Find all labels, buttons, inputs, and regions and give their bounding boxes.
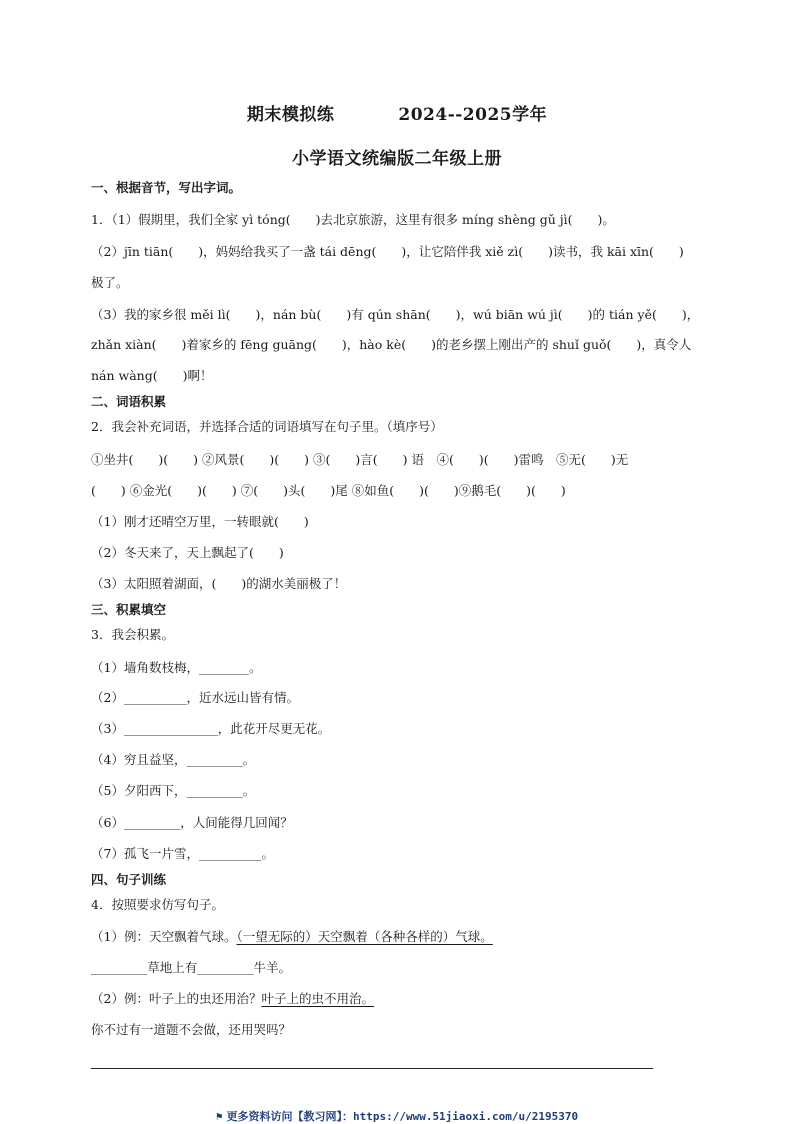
question-line: nán wàng( )啊！ <box>91 368 213 383</box>
question-line: zhǎn xiàn( )着家乡的 fēng guāng( )，hào kè( )的老乡摆上刚出产的 shuǐ guǒ( )，真令人 <box>91 337 692 352</box>
example-prompt: （1）例：天空飘着气球。 <box>91 929 237 944</box>
example-answer-underlined: （一望无际的）天空飘着（各种各样的）气球。 <box>236 929 493 944</box>
page-title <box>0 100 794 125</box>
question-line: （4）穷且益坚，_________。 <box>91 752 256 767</box>
question-line: （1）刚才还晴空万里，一转眼就( ) <box>91 514 309 529</box>
question-line: 1．（1）假期里，我们全家 yì tóng( )去北京旅游，这里有很多 míng shèng gǔ jì( )。 <box>91 212 615 227</box>
question-line: （3）我的家乡很 měi lì( )，nán bù( )有 qún shān( )，wú biān wú jì( )的 tián yě( )， <box>91 307 700 322</box>
question-line: 极了。 <box>91 275 129 290</box>
footer[interactable] <box>0 1108 794 1124</box>
example-prompt: （2）例：叶子上的虫还用治？ <box>91 991 262 1006</box>
question-line: （5）夕阳西下，_________。 <box>91 783 256 798</box>
page-subtitle: 小学语文统编版二年级上册 <box>292 149 502 169</box>
question-line <box>91 991 374 1007</box>
footer-link[interactable]: 更多资料访问【教习网】：https://www.51jiaoxi.com/u/2195370 <box>226 1110 579 1123</box>
question-line: 4．按照要求仿写句子。 <box>91 897 224 912</box>
question-line: （3）_______________，此花开尽更无花。 <box>91 721 331 736</box>
question-line <box>91 929 493 945</box>
question-line: ①坐井( )( ) ②风景( )( ) ③( )言( ) 语 ④( )( )雷鸣 ⑤无( )无 <box>91 452 629 467</box>
question-line: 2．我会补充词语，并选择合适的词语填写在句子里。（填序号） <box>91 419 443 434</box>
question-line: （3）太阳照着湖面，( )的湖水美丽极了！ <box>91 576 347 591</box>
question-line: 3．我会积累。 <box>91 627 174 642</box>
title-right: 2024--2025学年 <box>398 105 548 125</box>
title-left: 期末模拟练 <box>246 105 335 125</box>
section-heading-1: 一、根据音节，写出字词。 <box>91 180 242 195</box>
question-line: （6）_________，人间能得几回闻？ <box>91 815 293 830</box>
section-heading-2: 二、词语积累 <box>91 394 167 409</box>
question-line: _________草地上有_________牛羊。 <box>91 960 292 975</box>
question-line: （1）墙角数枝梅，________。 <box>91 660 262 675</box>
question-line: （2）jīn tiān( )，妈妈给我买了一盏 tái dēng( )，让它陪伴我 xiě zì( )读书，我 kāi xīn( ) <box>91 244 684 259</box>
question-line: （2）__________，近水远山皆有情。 <box>91 690 299 705</box>
example-answer-underlined: 叶子上的虫不用治。 <box>261 991 374 1006</box>
flag-icon: ⚑ <box>215 1110 223 1123</box>
section-heading-3: 三、积累填空 <box>91 602 167 617</box>
question-line: （2）冬天来了，天上飘起了( ) <box>91 545 284 560</box>
question-line: ( ) ⑥金光( )( ) ⑦( )头( )尾 ⑧如鱼( )( )⑨鹅毛( )( ) <box>91 483 566 498</box>
section-heading-4: 四、句子训练 <box>91 872 167 887</box>
question-line: （7）孤飞一片雪，__________。 <box>91 846 274 861</box>
question-line: 你不过有一道题不会做，还用哭吗？ <box>91 1022 292 1037</box>
answer-line <box>91 1068 653 1069</box>
